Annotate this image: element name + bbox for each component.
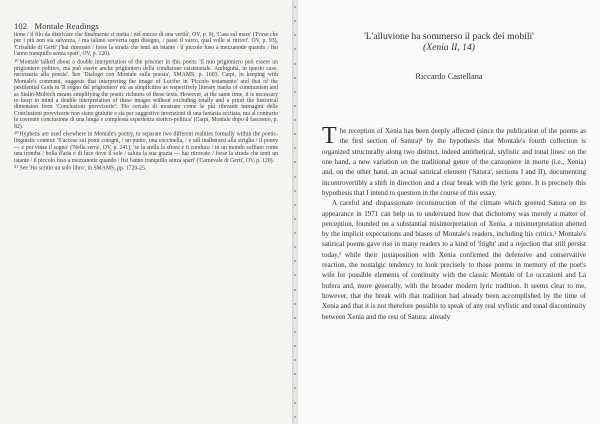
paragraph-2: A careful and dispassionate reconstruction of the climate which greeted Satura on its appearance in 1971 can help us to understand how that dichotomy was merely a matter of perception, founded on a substantial misinterpretation of Xenia, a misinterpretation abetted by the implicit expectations and biases of Montale's readers, including his critics.² Montale's satirical poems gave rise in many readers to a kind of 'fright' and a rejection that still persist today,³ while their juxtaposition with Xenia confirmed the defensive and conservative reaction, the nostalgic tendency to look precisely to those poems in memory of the poet's wife for possible elements of continuity with the classic Montale of Le occasioni and La bufera and, more generally, with the broader modern lyric tradition. It seems clear to me, however, that the break with that tradition had already been accomplished by the time of Xenia and that it is not therefore possible to speak of any real stylistic and tonal discontinuity between Xenia and the rest of Satura: already bbox=[322, 199, 586, 321]
drop-cap: T bbox=[322, 123, 337, 149]
paragraph-1 bbox=[322, 123, 586, 198]
running-head-title: Montale Readings bbox=[34, 21, 99, 31]
footnote-number: 19 bbox=[14, 58, 19, 64]
spine-marks bbox=[293, 0, 297, 424]
footnote-text: See 'Ho scritto un solo libro', in SMAMS, pp. 1720-25. bbox=[19, 165, 147, 172]
footnote-number: 20 bbox=[14, 130, 19, 136]
footnotes-block bbox=[14, 32, 278, 173]
left-page bbox=[0, 0, 292, 424]
footnote-21 bbox=[14, 164, 278, 172]
page-number: 102 bbox=[14, 21, 28, 31]
footnote-text: Montale talked about a double interpretation of the prisoner in this poem: 'il mio prigioniero può essere un prigioniero politico, ma può essere anche prigioniero della condizione esistenziale. Ambiguità, in questo caso, necessaria alla poesia'. See 'Dialogo con Montale sulla poesia', SMAMS, p. 1603. Carpi, in keeping with Montale's comment, suggests that interpreting the image of Lucifer in 'Piccolo testamento' and that of the pestilential Gods in 'Il sogno del prigioniero' etc as simplicities as respectively literary marks of communism and as Stalin-Molotch means simplifying the poetic richness of these texts. However, at the same time, it is necessary to keep in mind a double interpretation of these images without excluding totally and a priori the historical dimension from 'Conclusioni provvisorie': 'Ho cercato di mostrare come le più rilevanti immagini delle Conclusioni provvisorie non siano gratuite e sia per suggestive invenzioni di una fantasia eccitata, ma al contrario la coerente conclusione di una lunga e complessa esperienza storico-politica' (Carpi, Montale dopo il fascismo, p. 82). bbox=[14, 59, 278, 130]
chapter-body bbox=[322, 123, 586, 322]
footnote-text: Hyphens are used elsewhere in Montale's poetry, to separate two different realities formally within the poetic-linguistic context: 'S'accese sui pomi cotogni, / un punto, una coccinella, / e udì inalberarsi alla striglia / il poney — e poi vinse il sogno' ('Nella serra', OV, p. 241); 'se la stella la sfiora e ti conduce / in un mondo soffiato come una tromba / bolla d'aria e di luce dove il sole / saluta la sua grazia — hai ritrovato / forse la strada che tenti un istante / il piccolo fuso a mezzanotte quando / fisi l'anno tranquillo senza spari' ('Carnevale di Gerti', OV, p. 120). bbox=[14, 131, 278, 164]
footnote-20 bbox=[14, 130, 278, 164]
chapter-title-line1: 'L'alluvione ha sommerso il pack dei mobili' bbox=[364, 31, 534, 42]
chapter-title bbox=[298, 31, 600, 54]
paragraph-1-text: he reception of Xenia has been deeply affected (since the publication of the poems as the first section of Satura)¹ by the hypothesis that Montale's fourth collection is organized structurally along two distinct, indeed antithetical, stylistic and tonal lines: on the one hand, a new variation on the traditional genre of the canzoniere in morte (i.e., Xenia) and, on the other hand, an actual satirical element ('Satura', sections I and II), documenting incontrovertibly a shift in direction and a clear break with the lyric genre. It is precisely this hypothesis that I intend to question in the course of this essay. bbox=[322, 127, 586, 197]
footnote-continuation: tione / il filo da districare che finalmente ci metta / nel mezzo di una verità', OV, p. 9), 'Casa sul mare' ('Forse che per i più non sia salvezza, / ma taluno sovverta ogni disegno, / passi il varco, qual volle si ritrovi'. OV, p. 93), 'Crisalide di Gerti' ('hai rimorato / forse la strada che tenti un istante / il piccolo fuso a mezzanotte quando / fisi l'anno tranquillo senza spari', OV, p. 120). bbox=[14, 32, 278, 58]
right-page bbox=[298, 0, 600, 424]
chapter-title-subtitle: (Xenia II, 14) bbox=[423, 42, 475, 54]
chapter-author: Riccardo Castellana bbox=[415, 72, 483, 81]
left-running-head bbox=[14, 21, 99, 31]
footnote-number: 21 bbox=[14, 164, 19, 170]
footnote-19 bbox=[14, 58, 278, 130]
chapter-title-line2 bbox=[298, 42, 600, 53]
